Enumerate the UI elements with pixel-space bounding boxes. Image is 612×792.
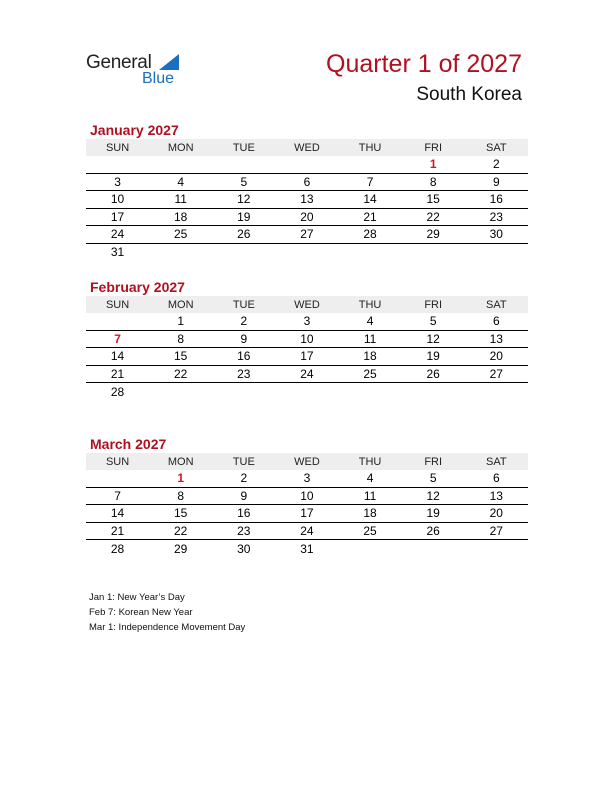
day-cell: 23 [237,523,251,538]
day-cell: 18 [363,349,377,364]
week-row [86,488,528,506]
weekday-header-row [86,453,528,470]
day-cell: 22 [426,209,440,224]
day-cell: 16 [237,506,251,521]
weekday-label: SAT [486,455,507,468]
day-cell: 1 [429,157,437,172]
day-cell: 6 [303,174,311,189]
day-cell: 21 [110,523,125,538]
day-cell: 15 [174,506,188,521]
day-cell: 26 [426,523,440,538]
day-cell: 16 [237,349,251,364]
day-cell: 6 [492,314,500,329]
weekday-label: WED [294,298,320,311]
day-cell: 11 [174,192,187,207]
weekday-label: SAT [486,298,507,311]
day-cell: 14 [110,506,125,521]
week-row [86,540,528,558]
day-cell: 28 [110,384,125,399]
day-cell: 5 [429,314,437,329]
week-row [86,244,528,262]
logo-text-blue: Blue [142,70,175,87]
day-cell: 2 [240,314,248,329]
month-march [86,435,528,558]
day-cell: 29 [426,227,440,242]
day-cell: 9 [492,174,500,189]
day-cell: 27 [300,227,314,242]
day-cell: 10 [110,192,125,207]
page-title: Quarter 1 of 2027 [326,50,522,78]
day-cell: 28 [363,227,377,242]
weekday-label: SUN [105,455,130,468]
day-cell: 5 [240,174,248,189]
day-cell: 24 [300,366,314,381]
day-cell: 18 [174,209,188,224]
day-cell: 28 [110,541,125,556]
day-cell: 27 [489,523,503,538]
weekday-label: SUN [105,141,130,154]
day-cell: 18 [363,506,377,521]
day-cell: 3 [114,174,121,189]
weekday-label: MON [167,455,194,468]
day-cell: 4 [177,174,185,189]
day-cell: 14 [110,349,125,364]
holiday-note: Mar 1: Independence Movement Day [89,622,246,633]
weekday-label: THU [358,455,382,468]
day-cell: 21 [110,366,125,381]
day-cell: 7 [366,174,374,189]
weekday-label: MON [167,141,194,154]
day-cell: 12 [237,192,251,207]
day-cell: 25 [174,227,188,242]
weekday-header-row [86,139,528,156]
month-title: January 2027 [90,122,179,138]
day-cell: 31 [110,245,125,260]
day-cell: 8 [177,331,185,346]
weekday-label: SAT [486,141,507,154]
day-cell: 26 [237,227,251,242]
day-cell: 31 [300,541,314,556]
day-cell: 30 [237,541,251,556]
day-cell: 22 [174,523,188,538]
weekday-label: TUE [232,141,255,154]
day-cell: 3 [303,314,311,329]
day-cell: 20 [300,209,314,224]
weekday-label: FRI [424,298,443,311]
day-cell: 12 [426,331,440,346]
day-cell: 19 [426,349,440,364]
day-cell: 1 [177,314,185,329]
day-cell: 26 [426,366,440,381]
week-row [86,331,528,349]
month-february [86,278,528,401]
day-cell: 4 [366,471,374,486]
week-row [86,174,528,192]
day-cell: 23 [237,366,251,381]
weekday-label: WED [294,141,320,154]
day-cell: 3 [303,471,311,486]
day-cell: 13 [489,488,503,503]
holiday-notes [89,590,245,635]
weekday-header-row [86,296,528,313]
day-cell: 2 [240,471,248,486]
day-cell: 6 [492,471,500,486]
day-cell: 11 [363,331,377,346]
day-cell: 1 [177,471,185,486]
weekday-label: SUN [105,298,130,311]
day-cell: 21 [363,209,377,224]
country-name: South Korea [416,84,522,105]
day-cell: 25 [363,366,377,381]
day-cell: 24 [110,227,125,242]
day-cell: 20 [489,506,503,521]
day-cell: 9 [240,488,248,503]
week-row [86,156,528,174]
day-cell: 15 [174,349,188,364]
day-cell: 8 [177,488,185,503]
day-cell: 29 [174,541,188,556]
weekday-label: WED [294,455,320,468]
weekday-label: FRI [424,141,443,154]
day-cell: 9 [240,331,248,346]
week-row [86,366,528,384]
week-row [86,505,528,523]
day-cell: 20 [489,349,503,364]
month-title: March 2027 [90,436,167,452]
week-row [86,383,528,401]
day-cell: 17 [110,209,125,224]
holiday-note: Feb 7: Korean New Year [89,607,193,618]
day-cell: 19 [426,506,440,521]
day-cell: 24 [300,523,314,538]
day-cell: 13 [300,192,314,207]
day-cell: 10 [300,488,314,503]
weekday-label: TUE [232,298,255,311]
day-cell: 17 [300,349,314,364]
day-cell: 16 [489,192,503,207]
holiday-note: Jan 1: New Year’s Day [89,592,185,603]
weekday-label: THU [358,298,382,311]
day-cell: 7 [114,488,121,503]
day-cell: 30 [489,227,503,242]
day-cell: 25 [363,523,377,538]
month-title: February 2027 [90,279,185,295]
day-cell: 2 [492,157,500,172]
week-row [86,348,528,366]
day-cell: 5 [429,471,437,486]
day-cell: 27 [489,366,503,381]
weekday-label: TUE [232,455,255,468]
day-cell: 22 [174,366,188,381]
logo-triangle-icon [159,54,179,70]
day-cell: 15 [426,192,440,207]
logo-text-general: General [86,52,152,73]
day-cell: 14 [363,192,377,207]
day-cell: 13 [489,331,503,346]
day-cell: 11 [363,488,377,503]
day-cell: 7 [114,331,121,346]
day-cell: 4 [366,314,374,329]
week-row [86,470,528,488]
week-row [86,523,528,541]
week-row [86,191,528,209]
weekday-label: MON [167,298,194,311]
day-cell: 19 [237,209,251,224]
week-row [86,226,528,244]
day-cell: 17 [300,506,314,521]
day-cell: 8 [429,174,437,189]
month-january [86,121,528,261]
week-row [86,313,528,331]
day-cell: 10 [300,331,314,346]
generalblue-logo [86,50,196,90]
day-cell: 23 [489,209,503,224]
weekday-label: THU [358,141,382,154]
week-row [86,209,528,227]
weekday-label: FRI [424,455,443,468]
day-cell: 12 [426,488,440,503]
